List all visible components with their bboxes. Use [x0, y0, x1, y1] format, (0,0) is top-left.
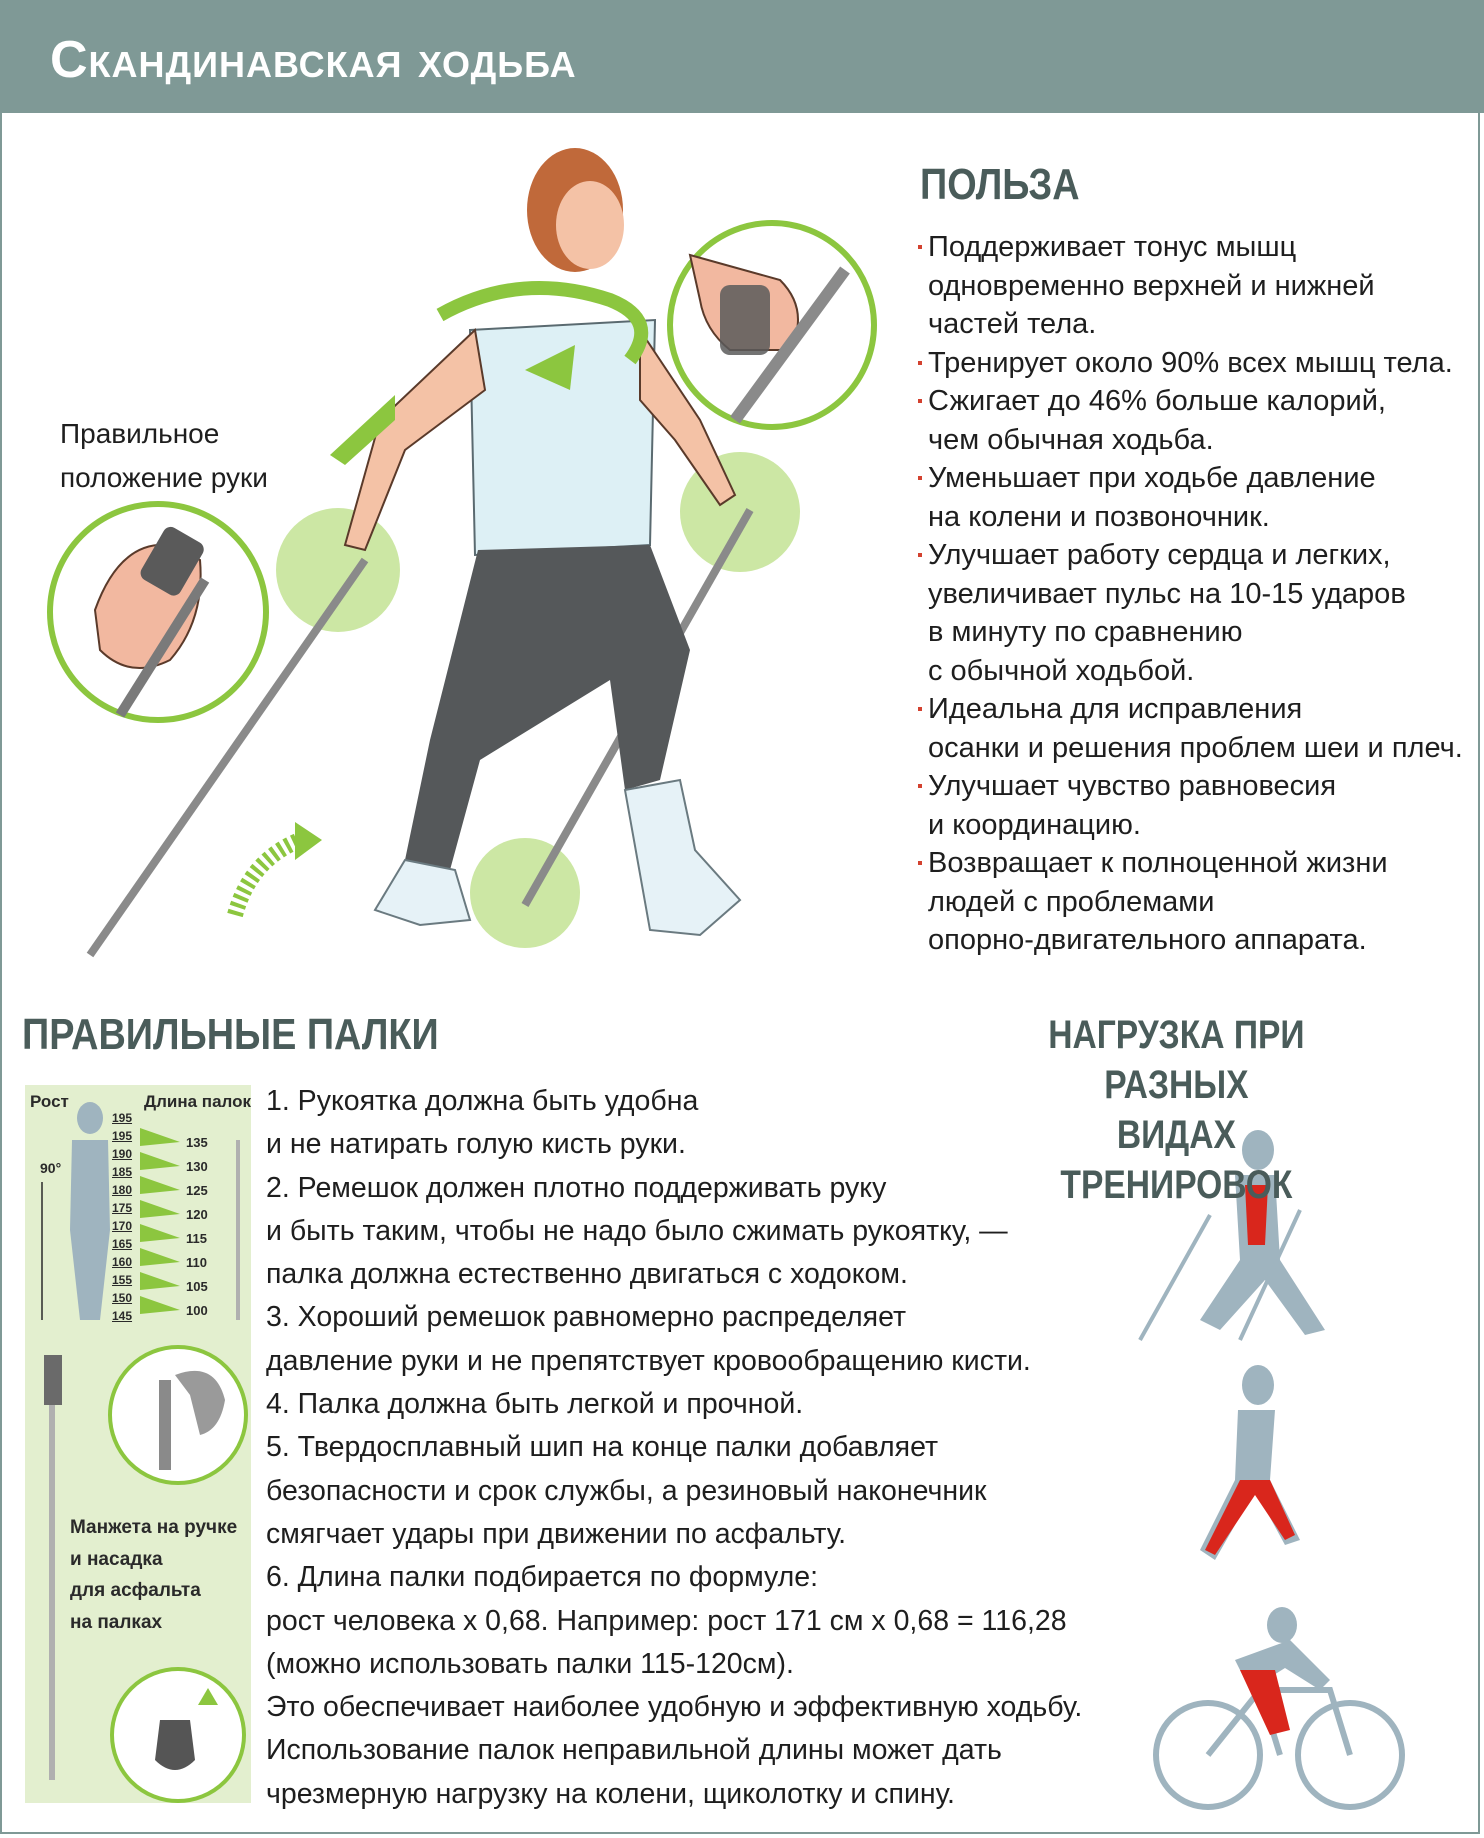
pole-length-value: 125 [186, 1183, 208, 1198]
poles-title: ПРАВИЛЬНЫЕ ПАЛКИ [22, 1010, 439, 1059]
pole-rule-text: 3. Хороший ремешок равномерно распределяет давление руки и не препятствует кровообращению кисти. [266, 1301, 1031, 1377]
cycling-figure-load [1156, 1607, 1402, 1807]
benefit-text: Уменьшает при ходьбе давление на колени и позвоночник. [928, 462, 1376, 533]
load-title: НАГРУЗКА ПРИ РАЗНЫХ ВИДАХ ТРЕНИРОВОК [1048, 1013, 1305, 1207]
pole-length-value: 135 [186, 1135, 208, 1150]
height-value: 150 [112, 1291, 133, 1305]
height-value: 195 [112, 1111, 133, 1125]
height-value: 160 [112, 1255, 133, 1269]
size-chart-figure [42, 1102, 110, 1320]
benefit-item [918, 690, 1478, 767]
height-value: 180 [112, 1183, 133, 1197]
height-value: 170 [112, 1219, 133, 1233]
benefit-item [918, 844, 1478, 960]
benefit-text: Поддерживает тонус мышц одновременно верхней и нижней частей тела. [928, 231, 1375, 340]
pole-length-value: 130 [186, 1159, 208, 1174]
running-figure-load [1200, 1365, 1300, 1560]
benefit-item [918, 228, 1478, 344]
benefit-text: Возвращает к полноценной жизни людей с проблемами опорно-двигательного аппарата. [928, 847, 1388, 956]
benefit-text: Улучшает чувство равновесия и координацию. [928, 770, 1337, 841]
height-value: 165 [112, 1237, 133, 1251]
benefit-text: Тренирует около 90% всех мышц тела. [928, 346, 1453, 379]
benefits-title: ПОЛЬЗА [920, 160, 1080, 209]
tip-closeup-cap [155, 1720, 195, 1770]
pole-length-value: 110 [186, 1255, 207, 1270]
pole-rule-item [266, 1167, 1086, 1297]
pole-rule-item [266, 1383, 1086, 1426]
grip-detail-strap [720, 285, 770, 355]
height-value: 185 [112, 1165, 133, 1179]
pole-rule-text: 1. Рукоятка должна быть удобна и не натирать голую кисть руки. [266, 1085, 699, 1161]
grip-closeup-circle [110, 1347, 246, 1483]
pole-length-column-label: Длина палок [144, 1092, 251, 1111]
height-value: 145 [112, 1309, 133, 1323]
pole-rule-text: 5. Твердосплавный шип на конце палки добавляет безопасности и срок службы, а резиновый наконечник смягчает удары при движении по асфальту. [266, 1431, 987, 1550]
benefit-item [918, 459, 1478, 536]
benefit-item [918, 536, 1478, 690]
benefit-item [918, 344, 1478, 383]
pole-length-value: 120 [186, 1207, 208, 1222]
leg-direction-arrow [235, 840, 300, 915]
height-value: 155 [112, 1273, 133, 1287]
panel-pole-grip [44, 1355, 62, 1405]
arm-position-label: Правильное положение руки [60, 418, 268, 493]
pole-length-value: 115 [186, 1231, 207, 1246]
pole-rule-item [266, 1556, 1086, 1816]
pole-rule-text: 6. Длина палки подбирается по формуле: рост человека х 0,68. Например: рост 171 см х 0,68 = 116,28 (можно использовать палки 115-120см). Это обеспечивает наиболее удобную и эффективную ходьбу. Использование палок неправильной длины может дать чрезмерную нагрузку на колени, щиколотку и спину. [266, 1561, 1083, 1810]
left-hand-highlight [276, 508, 400, 632]
pole-length-value: 100 [186, 1303, 208, 1318]
benefit-item [918, 767, 1478, 844]
pole-rule-item [266, 1296, 1086, 1383]
benefits-list [918, 228, 1478, 960]
cuff-and-tip-label: Манжета на ручке и насадка для асфальта на палках [70, 1517, 238, 1633]
height-column-label: Рост [30, 1092, 69, 1111]
pole-tip-highlight [470, 838, 580, 948]
pole-length-value: 105 [186, 1279, 208, 1294]
size-chart-wedges [140, 1128, 180, 1314]
poles-list [266, 1080, 1086, 1816]
height-value: 190 [112, 1147, 133, 1161]
benefit-text: Улучшает работу сердца и легких, увеличивает пульс на 10-15 ударов в минуту по сравнению с обычной ходьбой. [928, 539, 1406, 687]
height-value: 175 [112, 1201, 133, 1215]
leg-arrowhead [295, 822, 322, 860]
pole-rule-item [266, 1080, 1086, 1167]
benefit-item [918, 382, 1478, 459]
page-title: Скандинавская ходьба [50, 31, 577, 89]
benefit-text: Сжигает до 46% больше калорий, чем обычная ходьба. [928, 385, 1386, 456]
height-value: 195 [112, 1129, 133, 1143]
pole-rule-text: 2. Ремешок должен плотно поддерживать руку и быть таким, чтобы не надо было сжимать рукоятку, — палка должна естественно двигаться с ходоком. [266, 1171, 1008, 1291]
elbow-angle-label: 90° [40, 1160, 62, 1176]
pole-rule-item [266, 1426, 1086, 1556]
benefit-text: Идеальна для исправления осанки и решения проблем шеи и плеч. [928, 693, 1463, 764]
pole-rule-text: 4. Палка должна быть легкой и прочной. [266, 1388, 804, 1421]
